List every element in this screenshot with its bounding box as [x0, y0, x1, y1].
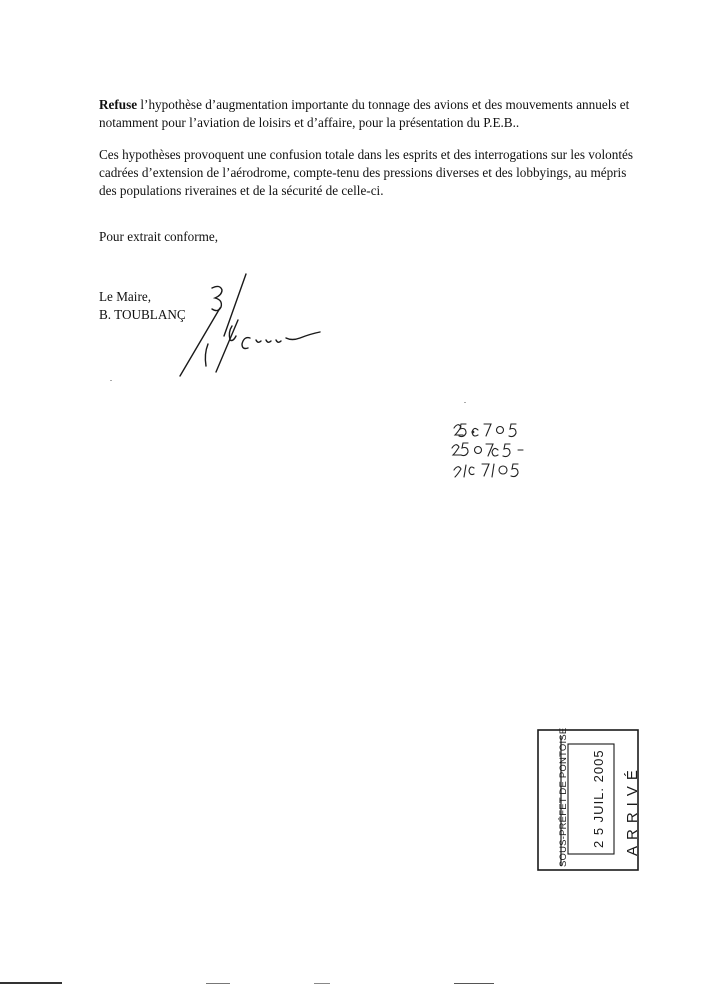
- refuse-keyword: Refuse: [99, 97, 138, 112]
- scan-edge-mark-2: [314, 983, 330, 984]
- scan-edge-mark-3: [454, 983, 494, 984]
- stamp-status: ARRIVÉ: [624, 764, 641, 856]
- scan-speck-1: [464, 402, 466, 403]
- handwritten-signature: [160, 268, 330, 388]
- scan-edge-mark-1: [206, 983, 230, 984]
- handwritten-date-annotations: [440, 410, 550, 480]
- reception-stamp: [536, 726, 642, 872]
- stamp-authority: SOUS-PRÉFET DE PONTOISE: [558, 727, 569, 867]
- stamp-date: 2 5 JUIL. 2005: [591, 749, 606, 848]
- scan-edge-line-left: [0, 982, 62, 984]
- paragraph-refuse-text: l’hypothèse d’augmentation importante du tonnage des avions et des mouvements annuels et notamment pour l’aviation de loisirs et d’affaire, pour la présentation du P.E.B..: [99, 97, 630, 130]
- signatory-name: B. TOUBLANÇ: [99, 307, 186, 322]
- paragraph-hypotheses: Ces hypothèses provoquent une confusion totale dans les esprits et des interrogations sur les volontés cadrées d’extension de l’aérodrome, compte-tenu des pressions diverses et des lobbyings, au mépris des populations riveraines et de la sécurité de celle-ci.: [99, 147, 633, 198]
- paragraph-refuse: [99, 96, 639, 132]
- closing-formula: Pour extrait conforme,: [99, 229, 219, 244]
- scan-speck-2: [110, 380, 112, 381]
- signatory-title: Le Maire,: [99, 289, 151, 304]
